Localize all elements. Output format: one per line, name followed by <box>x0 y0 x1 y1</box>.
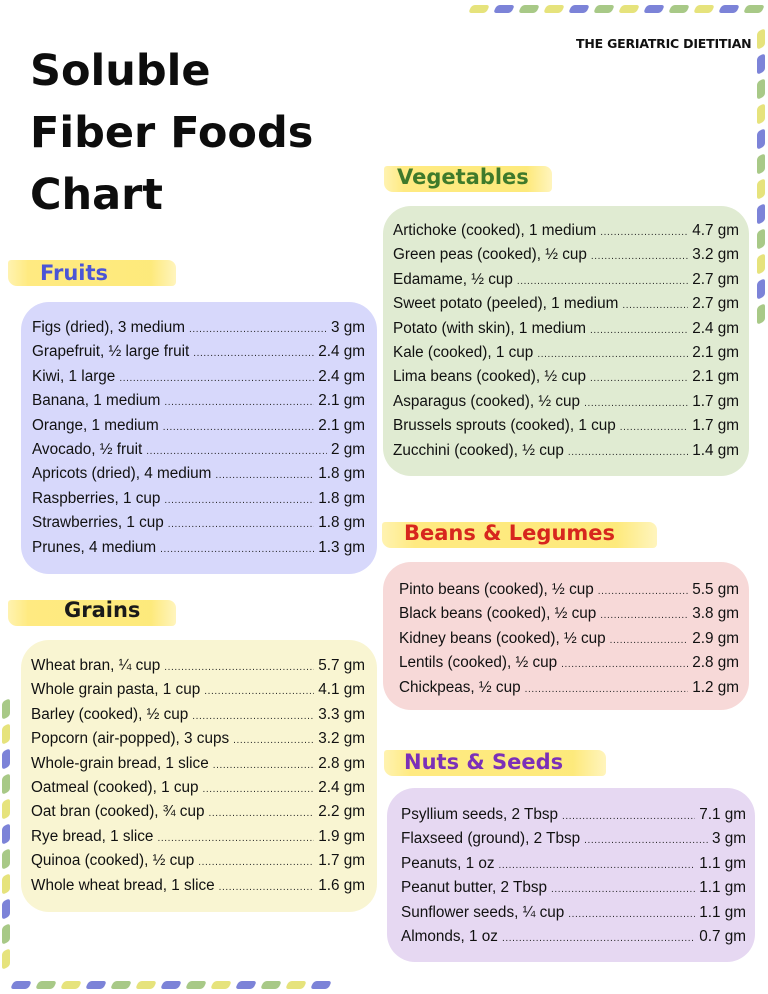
fiber-amount: 2.7 gm <box>692 270 739 288</box>
beans-heading: Beans & Legumes <box>404 521 616 545</box>
dot-leader <box>160 538 314 562</box>
fiber-amount: 2.1 gm <box>692 368 739 386</box>
food-name: Rye bread, 1 slice <box>31 827 154 845</box>
fiber-amount: 2.1 gm <box>318 416 365 434</box>
fiber-amount: 1.4 gm <box>692 441 739 459</box>
dot-leader <box>622 294 688 318</box>
fruits-list <box>32 316 365 560</box>
food-name: Wheat bran, ¼ cup <box>31 657 161 674</box>
list-item <box>393 414 739 438</box>
stripe <box>493 5 515 13</box>
dot-leader <box>591 245 688 269</box>
fiber-amount: 1.1 gm <box>699 879 746 897</box>
list-item <box>32 536 365 560</box>
dot-leader <box>146 440 327 464</box>
list-item <box>399 676 739 700</box>
fiber-amount: 3.3 gm <box>318 705 365 723</box>
food-name: Figs (dried), 3 medium <box>32 319 186 336</box>
list-item <box>32 389 365 413</box>
dot-leader <box>590 319 688 343</box>
food-name: Chickpeas, ½ cup <box>399 678 521 696</box>
grains-panel <box>21 640 377 912</box>
stripe <box>757 128 765 150</box>
food-name: Artichoke (cooked), 1 medium <box>393 222 597 239</box>
list-item <box>31 727 365 751</box>
beans-list <box>399 578 739 700</box>
dot-leader <box>600 604 688 628</box>
dot-leader <box>119 367 314 391</box>
food-name: Apricots (dried), 4 medium <box>32 465 212 483</box>
fruits-heading: Fruits <box>40 261 109 285</box>
dot-leader <box>164 391 314 415</box>
dot-leader <box>157 827 314 851</box>
dot-leader <box>208 802 314 826</box>
dot-leader <box>189 318 327 342</box>
stripe <box>593 5 615 13</box>
stripe <box>2 748 10 770</box>
stripe <box>35 981 57 989</box>
food-name: Kiwi, 1 large <box>32 367 116 385</box>
food-name: Avocado, ½ fruit <box>32 440 143 458</box>
fiber-amount: 1.7 gm <box>318 852 365 870</box>
food-name: Almonds, 1 oz <box>401 927 498 945</box>
stripe <box>757 228 765 250</box>
fiber-amount: 3 gm <box>330 319 365 336</box>
stripe <box>518 5 540 13</box>
list-item <box>399 627 739 651</box>
food-name: Lima beans (cooked), ½ cup <box>393 368 587 386</box>
stripe <box>110 981 132 989</box>
stripe <box>757 303 765 325</box>
stripe <box>285 981 307 989</box>
list-item <box>393 439 739 463</box>
stripe <box>757 178 765 200</box>
food-name: Whole wheat bread, 1 slice <box>31 876 215 894</box>
fiber-amount: 1.1 gm <box>699 854 746 872</box>
dot-leader <box>168 513 314 537</box>
list-item <box>32 365 365 389</box>
list-item <box>31 874 365 898</box>
fiber-amount: 1.7 gm <box>692 417 739 435</box>
stripe <box>468 5 490 13</box>
fiber-amount: 1.9 gm <box>318 827 365 845</box>
dot-leader <box>502 927 695 951</box>
stripe <box>10 981 32 989</box>
stripe <box>2 798 10 820</box>
stripe <box>757 203 765 225</box>
food-name: Psyllium seeds, 2 Tbsp <box>401 806 559 823</box>
dot-leader <box>213 754 315 778</box>
stripe <box>85 981 107 989</box>
fiber-amount: 0.7 gm <box>699 927 746 945</box>
food-name: Quinoa (cooked), ½ cup <box>31 852 195 870</box>
fruits-panel <box>21 302 377 574</box>
fiber-amount: 2.8 gm <box>692 654 739 672</box>
dot-leader <box>590 367 688 391</box>
vegetables-list <box>393 219 739 463</box>
stripe <box>135 981 157 989</box>
stripe <box>2 773 10 795</box>
stripe <box>2 873 10 895</box>
page-title <box>30 40 313 226</box>
list-item <box>31 678 365 702</box>
list-item <box>399 651 739 675</box>
fiber-amount: 1.7 gm <box>692 392 739 410</box>
fiber-amount: 2.8 gm <box>318 754 365 772</box>
list-item <box>32 438 365 462</box>
stripe <box>643 5 665 13</box>
stripe <box>718 5 740 13</box>
dot-leader <box>233 729 314 753</box>
food-name: Barley (cooked), ½ cup <box>31 705 189 723</box>
list-item <box>393 390 739 414</box>
grains-list <box>31 654 365 898</box>
dot-leader <box>537 343 688 367</box>
dot-leader <box>610 629 689 653</box>
food-name: Orange, 1 medium <box>32 416 159 434</box>
nuts-panel <box>387 788 755 962</box>
title-line: Fiber Foods <box>30 108 314 158</box>
dot-leader <box>164 656 314 680</box>
list-item <box>393 268 739 292</box>
nuts-list <box>401 803 746 949</box>
brand-name: THE GERIATRIC DIETITIAN <box>576 36 752 51</box>
food-name: Potato (with skin), 1 medium <box>393 319 586 337</box>
list-item <box>31 825 365 849</box>
title-line: Chart <box>30 170 163 220</box>
stripe <box>2 948 10 970</box>
stripe <box>2 923 10 945</box>
food-name: Edamame, ½ cup <box>393 270 513 288</box>
fiber-amount: 4.1 gm <box>318 681 365 699</box>
dot-leader <box>163 416 315 440</box>
fiber-amount: 1.8 gm <box>318 489 365 507</box>
dot-leader <box>499 854 696 878</box>
stripe <box>210 981 232 989</box>
dot-leader <box>584 829 708 853</box>
food-name: Oatmeal (cooked), 1 cup <box>31 778 199 796</box>
stripe <box>618 5 640 13</box>
stripe <box>757 103 765 125</box>
dot-leader <box>215 464 314 488</box>
dot-leader <box>192 705 314 729</box>
fiber-amount: 3.2 gm <box>692 246 739 264</box>
fiber-amount: 2.1 gm <box>692 343 739 361</box>
food-name: Whole grain pasta, 1 cup <box>31 681 201 699</box>
stripe <box>260 981 282 989</box>
fiber-amount: 2.4 gm <box>318 367 365 385</box>
list-item <box>31 776 365 800</box>
dot-leader <box>598 580 689 604</box>
grains-heading: Grains <box>64 598 141 622</box>
stripe <box>757 253 765 275</box>
stripe <box>757 53 765 75</box>
list-item <box>401 827 746 851</box>
list-item <box>399 578 739 602</box>
fiber-amount: 7.1 gm <box>699 806 746 823</box>
fiber-amount: 1.8 gm <box>318 514 365 532</box>
dot-leader <box>562 805 695 829</box>
fiber-amount: 1.1 gm <box>699 903 746 921</box>
list-item <box>32 511 365 535</box>
food-name: Prunes, 4 medium <box>32 538 157 556</box>
stripe <box>757 278 765 300</box>
stripe <box>693 5 715 13</box>
food-name: Popcorn (air-popped), 3 cups <box>31 730 230 748</box>
food-name: Sunflower seeds, ¼ cup <box>401 903 565 921</box>
stripe <box>543 5 565 13</box>
list-item <box>401 852 746 876</box>
fiber-amount: 4.7 gm <box>692 222 739 239</box>
fiber-amount: 2.2 gm <box>318 803 365 821</box>
stripe <box>668 5 690 13</box>
food-name: Asparagus (cooked), ½ cup <box>393 392 581 410</box>
list-item <box>401 901 746 925</box>
fiber-amount: 2.4 gm <box>692 319 739 337</box>
fiber-amount: 2.9 gm <box>692 629 739 647</box>
fiber-amount: 2.7 gm <box>692 295 739 313</box>
list-item <box>393 341 739 365</box>
list-item <box>399 602 739 626</box>
dot-leader <box>204 680 314 704</box>
list-item <box>401 803 746 827</box>
fiber-amount: 3.8 gm <box>692 605 739 623</box>
fiber-amount: 2 gm <box>330 440 365 458</box>
stripe <box>2 898 10 920</box>
food-name: Black beans (cooked), ½ cup <box>399 605 597 623</box>
fiber-amount: 1.2 gm <box>692 678 739 696</box>
dot-leader <box>568 441 688 465</box>
fiber-amount: 2.4 gm <box>318 343 365 361</box>
list-item <box>31 654 365 678</box>
dot-leader <box>193 342 314 366</box>
dot-leader <box>600 221 688 245</box>
stripe <box>310 981 332 989</box>
food-name: Whole-grain bread, 1 slice <box>31 754 209 772</box>
fiber-amount: 5.5 gm <box>692 581 739 598</box>
fiber-amount: 1.3 gm <box>318 538 365 556</box>
food-name: Pinto beans (cooked), ½ cup <box>399 581 594 598</box>
list-item <box>32 316 365 340</box>
stripe <box>757 153 765 175</box>
list-item <box>31 849 365 873</box>
fiber-amount: 1.8 gm <box>318 465 365 483</box>
food-name: Flaxseed (ground), 2 Tbsp <box>401 830 581 848</box>
food-name: Peanut butter, 2 Tbsp <box>401 879 547 897</box>
dot-leader <box>517 270 688 294</box>
fiber-amount: 2.4 gm <box>318 778 365 796</box>
fiber-amount: 3.2 gm <box>318 730 365 748</box>
food-name: Sweet potato (peeled), 1 medium <box>393 295 619 313</box>
dot-leader <box>525 678 689 702</box>
stripe <box>185 981 207 989</box>
fiber-amount: 3 gm <box>711 830 746 848</box>
list-item <box>393 292 739 316</box>
nuts-heading: Nuts & Seeds <box>404 750 564 774</box>
food-name: Raspberries, 1 cup <box>32 489 161 507</box>
dot-leader <box>620 416 688 440</box>
food-name: Kale (cooked), 1 cup <box>393 343 534 361</box>
list-item <box>31 703 365 727</box>
beans-panel <box>383 562 749 710</box>
food-name: Banana, 1 medium <box>32 392 161 410</box>
list-item <box>32 414 365 438</box>
list-item <box>32 462 365 486</box>
fiber-amount: 5.7 gm <box>318 657 365 674</box>
dot-leader <box>584 392 688 416</box>
list-item <box>31 752 365 776</box>
dot-leader <box>551 878 695 902</box>
list-item <box>32 487 365 511</box>
dot-leader <box>164 489 314 513</box>
food-name: Kidney beans (cooked), ½ cup <box>399 629 606 647</box>
fiber-amount: 1.6 gm <box>318 876 365 894</box>
dot-leader <box>198 851 314 875</box>
stripe <box>2 698 10 720</box>
dot-leader <box>203 778 315 802</box>
dot-leader <box>561 653 688 677</box>
stripe <box>2 723 10 745</box>
stripe <box>757 78 765 100</box>
title-line: Soluble <box>30 46 211 96</box>
vegetables-heading: Vegetables <box>397 165 529 189</box>
food-name: Lentils (cooked), ½ cup <box>399 654 558 672</box>
list-item <box>31 800 365 824</box>
food-name: Strawberries, 1 cup <box>32 514 164 532</box>
stripe <box>235 981 257 989</box>
stripe <box>60 981 82 989</box>
list-item <box>393 243 739 267</box>
stripe <box>2 848 10 870</box>
list-item <box>32 340 365 364</box>
stripe <box>743 5 765 13</box>
stripe <box>2 823 10 845</box>
food-name: Green peas (cooked), ½ cup <box>393 246 587 264</box>
list-item <box>393 365 739 389</box>
list-item <box>393 317 739 341</box>
list-item <box>393 219 739 243</box>
stripe <box>568 5 590 13</box>
list-item <box>401 876 746 900</box>
food-name: Brussels sprouts (cooked), 1 cup <box>393 417 616 435</box>
stripe <box>757 28 765 50</box>
stripe <box>160 981 182 989</box>
dot-leader <box>568 903 695 927</box>
list-item <box>401 925 746 949</box>
vegetables-panel <box>383 206 749 476</box>
food-name: Zucchini (cooked), ½ cup <box>393 441 564 459</box>
food-name: Oat bran (cooked), ¾ cup <box>31 803 205 821</box>
food-name: Grapefruit, ½ large fruit <box>32 343 190 361</box>
dot-leader <box>219 876 315 900</box>
fiber-amount: 2.1 gm <box>318 392 365 410</box>
food-name: Peanuts, 1 oz <box>401 854 495 872</box>
